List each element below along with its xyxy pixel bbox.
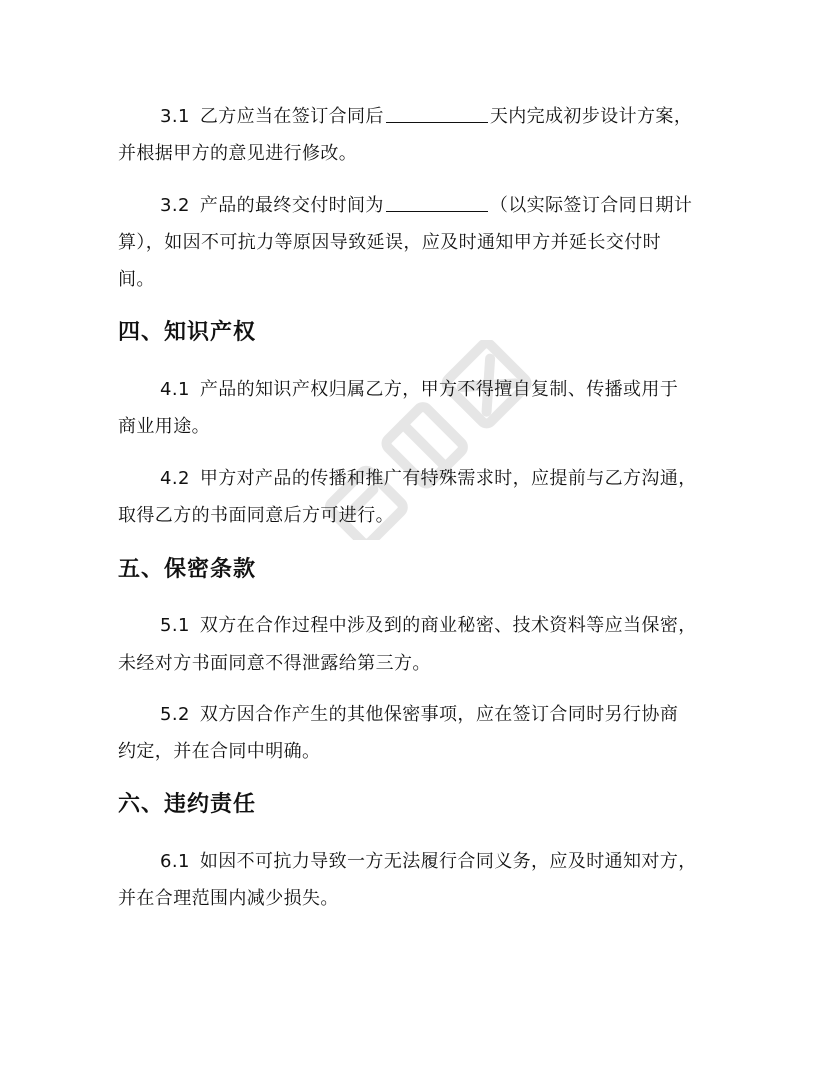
clause-text: 双方因合作产生的其他保密事项，应在签订合同时另行协商 — [199, 704, 679, 725]
fill-in-blank[interactable] — [386, 104, 488, 123]
fill-in-blank[interactable] — [386, 193, 488, 212]
clause-5-1-line-1 — [160, 614, 697, 638]
clause-number: 6.1 — [160, 851, 190, 872]
clause-5-2-line-1 — [160, 703, 678, 727]
clause-text: 双方在合作过程中涉及到的商业秘密、技术资料等应当保密， — [199, 615, 697, 636]
clause-3-1-line-1 — [160, 104, 692, 129]
clause-text: 产品的最终交付时间为 — [199, 195, 384, 216]
clause-5-1-line-2: 未经对方书面同意不得泄露给第三方。 — [118, 653, 431, 674]
clause-text: 天内完成初步设计方案， — [489, 106, 693, 127]
clause-text: 甲方对产品的传播和推广有特殊需求时，应提前与乙方沟通， — [199, 468, 697, 489]
clause-4-2-line-1 — [160, 467, 697, 491]
clause-text: 如因不可抗力导致一方无法履行合同义务，应及时通知对方， — [199, 851, 697, 872]
clause-4-2-line-2: 取得乙方的书面同意后方可进行。 — [118, 505, 394, 526]
clause-number: 4.2 — [160, 468, 190, 489]
clause-3-2-line-3: 间。 — [118, 269, 155, 290]
section-heading-ip: 四、知识产权 — [118, 320, 257, 345]
clause-3-2-line-2: 算），如因不可抗力等原因导致延误，应及时通知甲方并延长交付时 — [118, 232, 661, 253]
clause-number: 4.1 — [160, 379, 190, 400]
clause-text: 乙方应当在签订合同后 — [199, 106, 384, 127]
clause-text: 产品的知识产权归属乙方，甲方不得擅自复制、传播或用于 — [199, 379, 679, 400]
clause-3-1-line-2: 并根据甲方的意见进行修改。 — [118, 143, 358, 164]
clause-text: （以实际签订合同日期计 — [489, 195, 693, 216]
clause-6-1-line-2: 并在合理范围内减少损失。 — [118, 888, 339, 909]
clause-6-1-line-1 — [160, 850, 697, 874]
clause-number: 5.2 — [160, 704, 190, 725]
clause-4-1-line-1 — [160, 378, 678, 402]
clause-4-1-line-2: 商业用途。 — [118, 416, 210, 437]
clause-5-2-line-2: 约定，并在合同中明确。 — [118, 741, 321, 762]
clause-number: 3.2 — [160, 195, 190, 216]
clause-3-2-line-1 — [160, 193, 692, 218]
section-heading-confidentiality: 五、保密条款 — [118, 557, 257, 582]
clause-number: 3.1 — [160, 106, 190, 127]
section-heading-breach: 六、违约责任 — [118, 792, 257, 817]
clause-number: 5.1 — [160, 615, 190, 636]
